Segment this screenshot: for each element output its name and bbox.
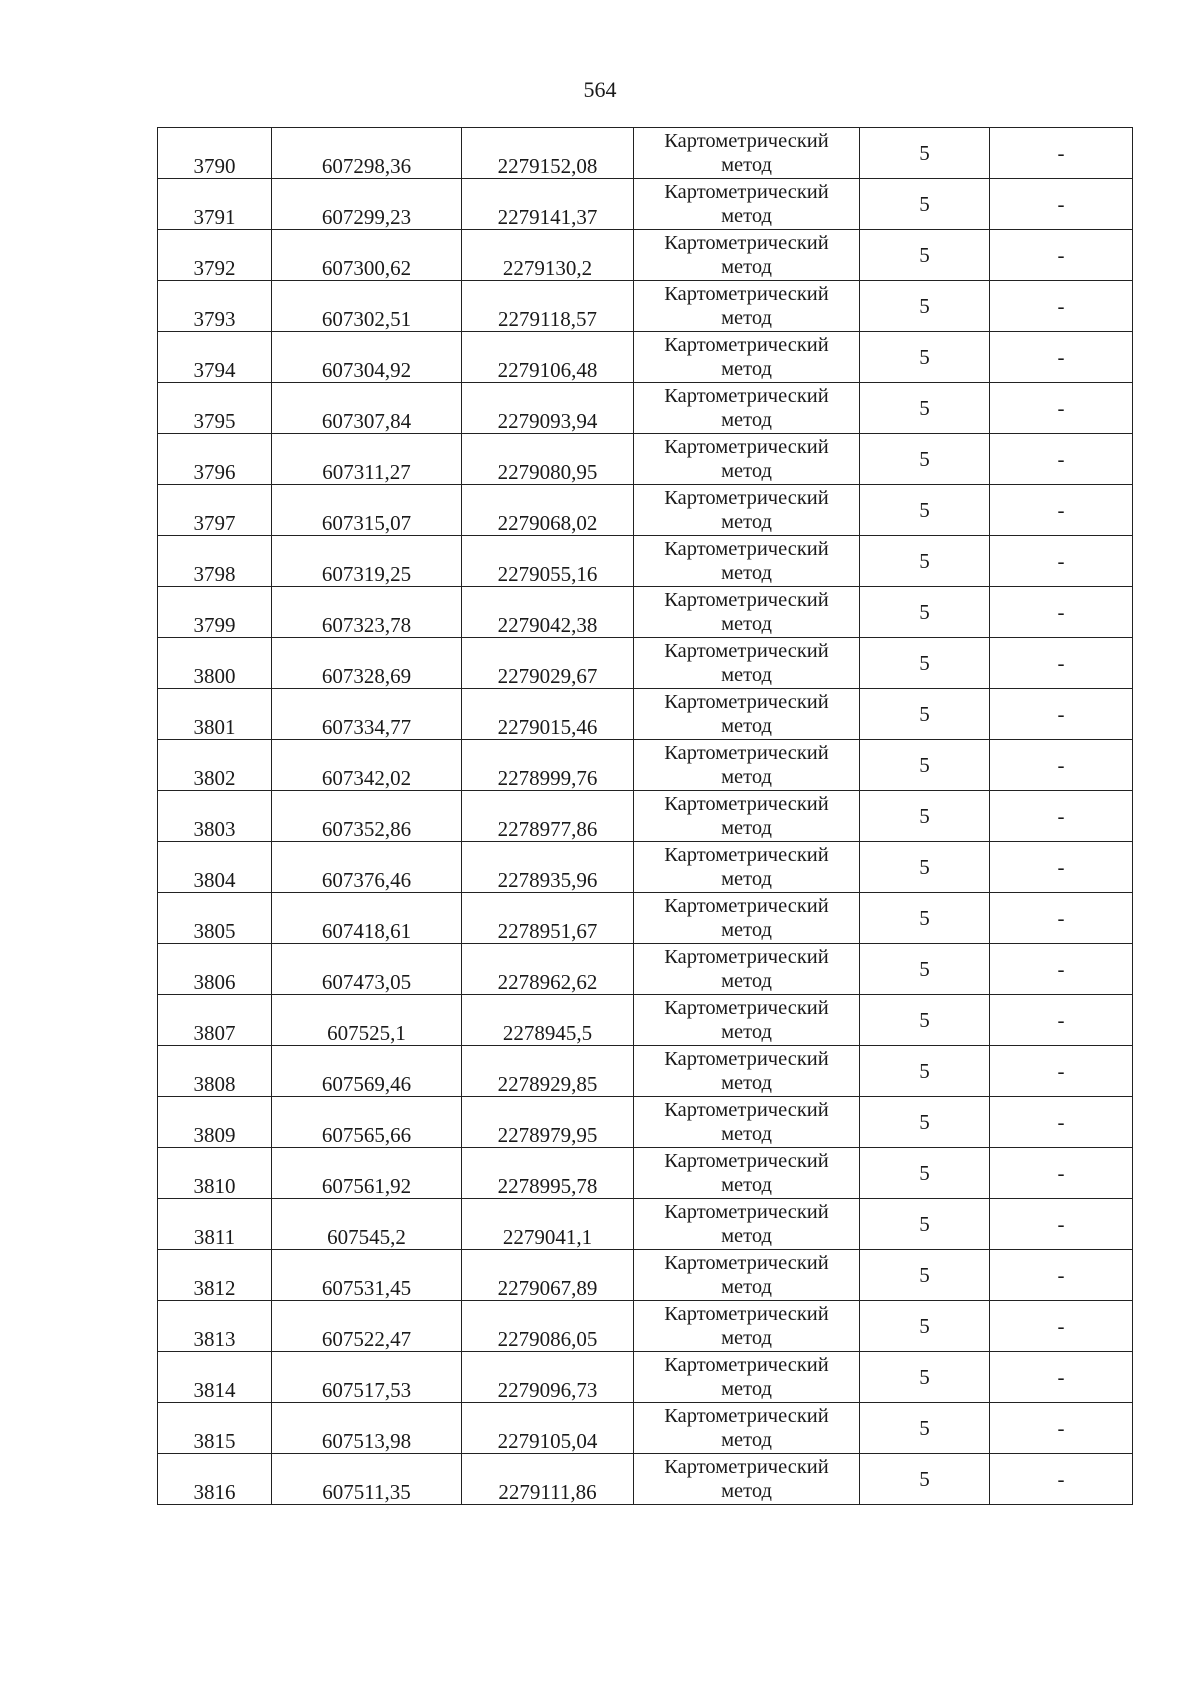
point-number-cell: 3804 bbox=[158, 842, 272, 893]
note-cell: - bbox=[990, 332, 1133, 383]
method-line-1: Картометрический bbox=[664, 1150, 829, 1172]
point-number-cell: 3798 bbox=[158, 536, 272, 587]
accuracy-cell: 5 bbox=[860, 944, 990, 995]
x-coordinate-cell: 607302,51 bbox=[272, 281, 462, 332]
note-cell: - bbox=[990, 689, 1133, 740]
method-line-2: метод bbox=[721, 511, 772, 533]
point-number-cell: 3815 bbox=[158, 1403, 272, 1454]
accuracy-cell: 5 bbox=[860, 383, 990, 434]
method-line-1: Картометрический bbox=[664, 997, 829, 1019]
note-cell: - bbox=[990, 1250, 1133, 1301]
method-cell bbox=[634, 740, 860, 791]
method-cell bbox=[634, 1403, 860, 1454]
method-line-1: Картометрический bbox=[664, 691, 829, 713]
point-number-cell: 3792 bbox=[158, 230, 272, 281]
y-coordinate-cell: 2279130,2 bbox=[462, 230, 634, 281]
x-coordinate-cell: 607300,62 bbox=[272, 230, 462, 281]
point-number-cell: 3791 bbox=[158, 179, 272, 230]
method-line-2: метод bbox=[721, 817, 772, 839]
method-cell bbox=[634, 893, 860, 944]
x-coordinate-cell: 607517,53 bbox=[272, 1352, 462, 1403]
x-coordinate-cell: 607511,35 bbox=[272, 1454, 462, 1505]
point-number-cell: 3811 bbox=[158, 1199, 272, 1250]
method-line-1: Картометрический bbox=[664, 1405, 829, 1427]
point-number-cell: 3812 bbox=[158, 1250, 272, 1301]
method-line-1: Картометрический bbox=[664, 487, 829, 509]
method-line-1: Картометрический bbox=[664, 232, 829, 254]
table-row bbox=[158, 1097, 1133, 1148]
method-line-2: метод bbox=[721, 919, 772, 941]
accuracy-cell: 5 bbox=[860, 1148, 990, 1199]
accuracy-cell: 5 bbox=[860, 1199, 990, 1250]
x-coordinate-cell: 607352,86 bbox=[272, 791, 462, 842]
y-coordinate-cell: 2279141,37 bbox=[462, 179, 634, 230]
note-cell: - bbox=[990, 587, 1133, 638]
point-number-cell: 3813 bbox=[158, 1301, 272, 1352]
method-cell bbox=[634, 332, 860, 383]
method-line-2: метод bbox=[721, 664, 772, 686]
x-coordinate-cell: 607298,36 bbox=[272, 128, 462, 179]
note-cell: - bbox=[990, 383, 1133, 434]
method-cell bbox=[634, 944, 860, 995]
method-line-2: метод bbox=[721, 1225, 772, 1247]
note-cell: - bbox=[990, 1454, 1133, 1505]
point-number-cell: 3807 bbox=[158, 995, 272, 1046]
x-coordinate-cell: 607342,02 bbox=[272, 740, 462, 791]
table-row bbox=[158, 638, 1133, 689]
x-coordinate-cell: 607328,69 bbox=[272, 638, 462, 689]
point-number-cell: 3796 bbox=[158, 434, 272, 485]
accuracy-cell: 5 bbox=[860, 332, 990, 383]
point-number-cell: 3793 bbox=[158, 281, 272, 332]
x-coordinate-cell: 607525,1 bbox=[272, 995, 462, 1046]
x-coordinate-cell: 607565,66 bbox=[272, 1097, 462, 1148]
point-number-cell: 3800 bbox=[158, 638, 272, 689]
note-cell: - bbox=[990, 1046, 1133, 1097]
point-number-cell: 3795 bbox=[158, 383, 272, 434]
y-coordinate-cell: 2278935,96 bbox=[462, 842, 634, 893]
accuracy-cell: 5 bbox=[860, 128, 990, 179]
method-line-1: Картометрический bbox=[664, 946, 829, 968]
method-line-2: метод bbox=[721, 460, 772, 482]
y-coordinate-cell: 2279067,89 bbox=[462, 1250, 634, 1301]
x-coordinate-cell: 607323,78 bbox=[272, 587, 462, 638]
method-cell bbox=[634, 587, 860, 638]
method-line-1: Картометрический bbox=[664, 436, 829, 458]
method-line-1: Картометрический bbox=[664, 1201, 829, 1223]
table-row bbox=[158, 1352, 1133, 1403]
y-coordinate-cell: 2279118,57 bbox=[462, 281, 634, 332]
table-body bbox=[158, 128, 1133, 1505]
y-coordinate-cell: 2278995,78 bbox=[462, 1148, 634, 1199]
method-line-2: метод bbox=[721, 970, 772, 992]
y-coordinate-cell: 2279042,38 bbox=[462, 587, 634, 638]
method-line-1: Картометрический bbox=[664, 181, 829, 203]
method-cell bbox=[634, 230, 860, 281]
note-cell: - bbox=[990, 740, 1133, 791]
note-cell: - bbox=[990, 128, 1133, 179]
method-line-2: метод bbox=[721, 1327, 772, 1349]
x-coordinate-cell: 607513,98 bbox=[272, 1403, 462, 1454]
table-row bbox=[158, 536, 1133, 587]
note-cell: - bbox=[990, 281, 1133, 332]
x-coordinate-cell: 607307,84 bbox=[272, 383, 462, 434]
method-line-2: метод bbox=[721, 868, 772, 890]
x-coordinate-cell: 607545,2 bbox=[272, 1199, 462, 1250]
table-row bbox=[158, 485, 1133, 536]
point-number-cell: 3806 bbox=[158, 944, 272, 995]
point-number-cell: 3805 bbox=[158, 893, 272, 944]
accuracy-cell: 5 bbox=[860, 1352, 990, 1403]
x-coordinate-cell: 607334,77 bbox=[272, 689, 462, 740]
accuracy-cell: 5 bbox=[860, 1454, 990, 1505]
x-coordinate-cell: 607522,47 bbox=[272, 1301, 462, 1352]
note-cell: - bbox=[990, 791, 1133, 842]
x-coordinate-cell: 607531,45 bbox=[272, 1250, 462, 1301]
method-line-1: Картометрический bbox=[664, 742, 829, 764]
method-cell bbox=[634, 842, 860, 893]
method-line-1: Картометрический bbox=[664, 334, 829, 356]
method-line-1: Картометрический bbox=[664, 640, 829, 662]
point-number-cell: 3799 bbox=[158, 587, 272, 638]
accuracy-cell: 5 bbox=[860, 587, 990, 638]
x-coordinate-cell: 607299,23 bbox=[272, 179, 462, 230]
y-coordinate-cell: 2279152,08 bbox=[462, 128, 634, 179]
y-coordinate-cell: 2279096,73 bbox=[462, 1352, 634, 1403]
y-coordinate-cell: 2279106,48 bbox=[462, 332, 634, 383]
point-number-cell: 3797 bbox=[158, 485, 272, 536]
accuracy-cell: 5 bbox=[860, 995, 990, 1046]
table-row bbox=[158, 791, 1133, 842]
note-cell: - bbox=[990, 1097, 1133, 1148]
table-row bbox=[158, 1199, 1133, 1250]
method-cell bbox=[634, 1046, 860, 1097]
coordinates-table bbox=[157, 127, 1133, 1505]
y-coordinate-cell: 2279041,1 bbox=[462, 1199, 634, 1250]
method-line-2: метод bbox=[721, 205, 772, 227]
method-line-1: Картометрический bbox=[664, 130, 829, 152]
method-line-2: метод bbox=[721, 1378, 772, 1400]
note-cell: - bbox=[990, 230, 1133, 281]
accuracy-cell: 5 bbox=[860, 1097, 990, 1148]
accuracy-cell: 5 bbox=[860, 230, 990, 281]
note-cell: - bbox=[990, 944, 1133, 995]
table-row bbox=[158, 230, 1133, 281]
method-cell bbox=[634, 485, 860, 536]
table-row bbox=[158, 893, 1133, 944]
note-cell: - bbox=[990, 434, 1133, 485]
y-coordinate-cell: 2279029,67 bbox=[462, 638, 634, 689]
table-row bbox=[158, 995, 1133, 1046]
method-line-1: Картометрический bbox=[664, 1354, 829, 1376]
method-line-1: Картометрический bbox=[664, 1456, 829, 1478]
table-row bbox=[158, 740, 1133, 791]
table-row bbox=[158, 689, 1133, 740]
y-coordinate-cell: 2278951,67 bbox=[462, 893, 634, 944]
table-row bbox=[158, 1301, 1133, 1352]
y-coordinate-cell: 2279015,46 bbox=[462, 689, 634, 740]
method-cell bbox=[634, 281, 860, 332]
table-row bbox=[158, 332, 1133, 383]
accuracy-cell: 5 bbox=[860, 1250, 990, 1301]
note-cell: - bbox=[990, 1199, 1133, 1250]
y-coordinate-cell: 2278979,95 bbox=[462, 1097, 634, 1148]
point-number-cell: 3814 bbox=[158, 1352, 272, 1403]
accuracy-cell: 5 bbox=[860, 842, 990, 893]
method-line-2: метод bbox=[721, 715, 772, 737]
table-row bbox=[158, 587, 1133, 638]
method-cell bbox=[634, 995, 860, 1046]
method-cell bbox=[634, 1148, 860, 1199]
note-cell: - bbox=[990, 536, 1133, 587]
method-line-2: метод bbox=[721, 307, 772, 329]
method-cell bbox=[634, 1199, 860, 1250]
method-line-1: Картометрический bbox=[664, 283, 829, 305]
method-line-2: метод bbox=[721, 1123, 772, 1145]
x-coordinate-cell: 607311,27 bbox=[272, 434, 462, 485]
method-cell bbox=[634, 434, 860, 485]
method-line-2: метод bbox=[721, 766, 772, 788]
method-cell bbox=[634, 1352, 860, 1403]
accuracy-cell: 5 bbox=[860, 536, 990, 587]
table-row bbox=[158, 944, 1133, 995]
y-coordinate-cell: 2279055,16 bbox=[462, 536, 634, 587]
y-coordinate-cell: 2279080,95 bbox=[462, 434, 634, 485]
method-line-2: метод bbox=[721, 613, 772, 635]
point-number-cell: 3794 bbox=[158, 332, 272, 383]
note-cell: - bbox=[990, 1403, 1133, 1454]
x-coordinate-cell: 607418,61 bbox=[272, 893, 462, 944]
y-coordinate-cell: 2279093,94 bbox=[462, 383, 634, 434]
note-cell: - bbox=[990, 995, 1133, 1046]
accuracy-cell: 5 bbox=[860, 740, 990, 791]
table-row bbox=[158, 281, 1133, 332]
x-coordinate-cell: 607376,46 bbox=[272, 842, 462, 893]
method-line-1: Картометрический bbox=[664, 589, 829, 611]
method-line-2: метод bbox=[721, 1072, 772, 1094]
method-cell bbox=[634, 791, 860, 842]
accuracy-cell: 5 bbox=[860, 281, 990, 332]
accuracy-cell: 5 bbox=[860, 893, 990, 944]
method-line-1: Картометрический bbox=[664, 793, 829, 815]
point-number-cell: 3803 bbox=[158, 791, 272, 842]
method-line-2: метод bbox=[721, 1174, 772, 1196]
x-coordinate-cell: 607473,05 bbox=[272, 944, 462, 995]
table-row bbox=[158, 1046, 1133, 1097]
y-coordinate-cell: 2279105,04 bbox=[462, 1403, 634, 1454]
accuracy-cell: 5 bbox=[860, 1301, 990, 1352]
table-row bbox=[158, 128, 1133, 179]
accuracy-cell: 5 bbox=[860, 1403, 990, 1454]
point-number-cell: 3808 bbox=[158, 1046, 272, 1097]
x-coordinate-cell: 607315,07 bbox=[272, 485, 462, 536]
page-number: 564 bbox=[583, 77, 617, 102]
y-coordinate-cell: 2278962,62 bbox=[462, 944, 634, 995]
method-cell bbox=[634, 1097, 860, 1148]
method-line-2: метод bbox=[721, 154, 772, 176]
y-coordinate-cell: 2278977,86 bbox=[462, 791, 634, 842]
point-number-cell: 3809 bbox=[158, 1097, 272, 1148]
method-cell bbox=[634, 1454, 860, 1505]
method-cell bbox=[634, 1301, 860, 1352]
method-line-2: метод bbox=[721, 562, 772, 584]
note-cell: - bbox=[990, 485, 1133, 536]
note-cell: - bbox=[990, 1148, 1133, 1199]
table-row bbox=[158, 1148, 1133, 1199]
accuracy-cell: 5 bbox=[860, 434, 990, 485]
note-cell: - bbox=[990, 1301, 1133, 1352]
table-row bbox=[158, 842, 1133, 893]
method-line-2: метод bbox=[721, 256, 772, 278]
table-row bbox=[158, 179, 1133, 230]
accuracy-cell: 5 bbox=[860, 1046, 990, 1097]
method-cell bbox=[634, 638, 860, 689]
accuracy-cell: 5 bbox=[860, 638, 990, 689]
accuracy-cell: 5 bbox=[860, 791, 990, 842]
method-line-2: метод bbox=[721, 1276, 772, 1298]
method-line-1: Картометрический bbox=[664, 385, 829, 407]
method-line-2: метод bbox=[721, 358, 772, 380]
point-number-cell: 3810 bbox=[158, 1148, 272, 1199]
y-coordinate-cell: 2279068,02 bbox=[462, 485, 634, 536]
x-coordinate-cell: 607304,92 bbox=[272, 332, 462, 383]
x-coordinate-cell: 607319,25 bbox=[272, 536, 462, 587]
point-number-cell: 3801 bbox=[158, 689, 272, 740]
x-coordinate-cell: 607561,92 bbox=[272, 1148, 462, 1199]
x-coordinate-cell: 607569,46 bbox=[272, 1046, 462, 1097]
y-coordinate-cell: 2279111,86 bbox=[462, 1454, 634, 1505]
method-cell bbox=[634, 383, 860, 434]
note-cell: - bbox=[990, 893, 1133, 944]
point-number-cell: 3790 bbox=[158, 128, 272, 179]
method-line-1: Картометрический bbox=[664, 538, 829, 560]
y-coordinate-cell: 2278999,76 bbox=[462, 740, 634, 791]
accuracy-cell: 5 bbox=[860, 689, 990, 740]
point-number-cell: 3802 bbox=[158, 740, 272, 791]
note-cell: - bbox=[990, 638, 1133, 689]
accuracy-cell: 5 bbox=[860, 485, 990, 536]
method-line-1: Картометрический bbox=[664, 895, 829, 917]
method-line-1: Картометрический bbox=[664, 1099, 829, 1121]
y-coordinate-cell: 2278929,85 bbox=[462, 1046, 634, 1097]
table-row bbox=[158, 1403, 1133, 1454]
table-row bbox=[158, 434, 1133, 485]
method-line-1: Картометрический bbox=[664, 844, 829, 866]
method-cell bbox=[634, 1250, 860, 1301]
y-coordinate-cell: 2279086,05 bbox=[462, 1301, 634, 1352]
table-row bbox=[158, 383, 1133, 434]
table-row bbox=[158, 1250, 1133, 1301]
accuracy-cell: 5 bbox=[860, 179, 990, 230]
method-line-2: метод bbox=[721, 409, 772, 431]
method-cell bbox=[634, 128, 860, 179]
method-line-1: Картометрический bbox=[664, 1252, 829, 1274]
note-cell: - bbox=[990, 842, 1133, 893]
note-cell: - bbox=[990, 1352, 1133, 1403]
method-line-2: метод bbox=[721, 1480, 772, 1502]
note-cell: - bbox=[990, 179, 1133, 230]
point-number-cell: 3816 bbox=[158, 1454, 272, 1505]
table-row bbox=[158, 1454, 1133, 1505]
method-line-1: Картометрический bbox=[664, 1048, 829, 1070]
method-cell bbox=[634, 689, 860, 740]
method-cell bbox=[634, 179, 860, 230]
y-coordinate-cell: 2278945,5 bbox=[462, 995, 634, 1046]
method-line-2: метод bbox=[721, 1429, 772, 1451]
method-line-1: Картометрический bbox=[664, 1303, 829, 1325]
method-line-2: метод bbox=[721, 1021, 772, 1043]
method-cell bbox=[634, 536, 860, 587]
